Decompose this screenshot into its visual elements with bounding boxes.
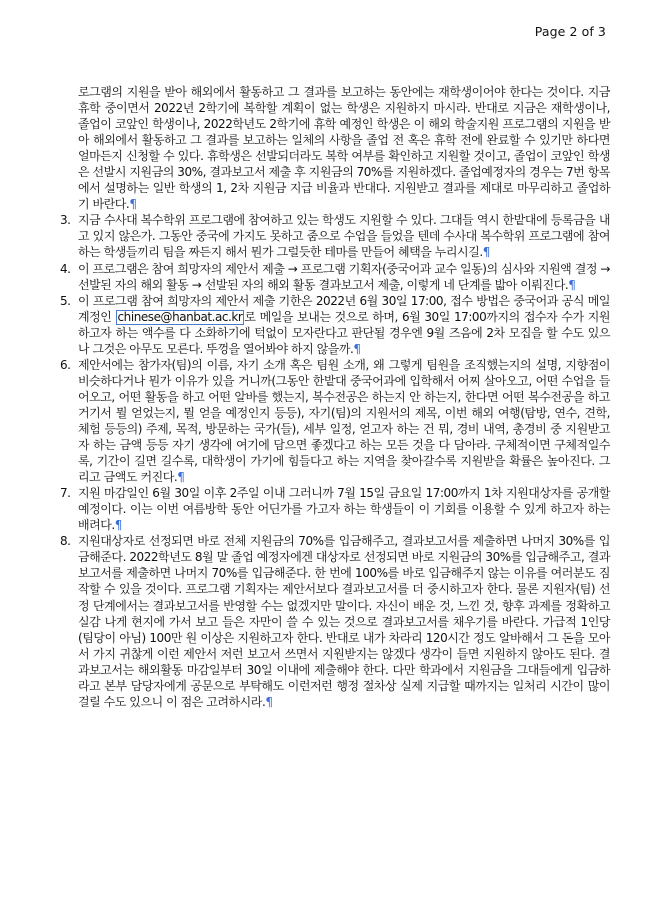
list-text: 지원대상자로 선정되면 바로 전체 지원금의 70%를 입금해주고, 결과보고서를 제출하면 나머지 30%를 입금해준다. 2022학년도 8월 말 졸업 예정자에겐 대상자로 선정되면 바로 지원금의 30%를 입금해주고, 결과보고서를 제출하면 나머지 70%를 입금해준다. 한 번에 100%를 바로 입금해주지 않는 이유를 여러분도 짐작할 수 있을 것이다. 프로그램 기획자는 제안서보다 결과보고서를 더 중시하고자 한다. 물론 지원자(팀) 선정 단계에서는 결과보고서를 반영할 수는 없겠지만 말이다. 자신이 배운 것, 느낀 것, 향후 과제를 정확하고 실감 나게 현지에 가서 보고 들은 자만이 쓸 수 있는 것으로 결과보고서를 채우기를 바란다. 가급적 1인당(팀당이 아님) 100만 원 이상은 지원하고자 한다. 반대로 내가 차라리 120시간 정도 알바해서 그 돈을 모아서 가지 귀찮게 이런 제안서 저런 보고서 쓰면서 지원받지는 않겠다 생각이 들면 지원하지 않아도 된다. 결과보고서는 해외활동 마감일부터 30일 이내에 제출해야 한다. 다만 학과에서 지원금을 그대들에게 입금하라고 본부 담당자에게 공문으로 부탁해도 이런저런 행정 절차상 실제 지급할 때까지는 일처리 시간이 많이 걸릴 수도 있으니 이 점은 고려하시라.¶ — [78, 534, 610, 709]
list-number: 7. — [60, 486, 71, 501]
list-item-5 — [60, 293, 610, 357]
list-number: 8. — [60, 534, 71, 549]
list-text: 이 프로그램은 참여 희망자의 제안서 제출 → 프로그램 기획자(중국어과 교수 일동)의 심사와 지원액 결정 → 선발된 자의 해외 활동 → 선발된 자의 해외 활동 결과보고서 제출, 이렇게 네 단계를 밟아 이뤄진다.¶ — [78, 261, 610, 292]
list-item-6 — [60, 357, 610, 485]
list-number: 6. — [60, 357, 71, 372]
list-number: 4. — [60, 261, 71, 276]
email-link[interactable]: chinese@hanbat.ac.kr — [117, 309, 243, 324]
list-number: 3. — [60, 213, 71, 228]
list-number: 5. — [60, 293, 71, 308]
pilcrow-mark: ¶ — [177, 470, 185, 485]
pilcrow-mark: ¶ — [353, 341, 361, 356]
pilcrow-mark: ¶ — [265, 694, 273, 709]
intro-text: 로그램의 지원을 받아 해외에서 활동하고 그 결과를 보고하는 동안에는 재학생이어야 한다는 것이다. 지금 휴학 중이면서 2022년 2학기에 복학할 계획이 없는 학생은 지원하지 마시라. 반대로 지금은 재학생이나, 졸업이 코앞인 학생이나, 2022학년도 2학기에 휴학 예정인 학생은 이 해외 학술지원 프로그램의 지원을 받아 해외에서 활동하고 그 결과를 보고하는 일체의 사항을 졸업 전 혹은 휴학 전에 완료할 수 있기만 하다면 얼마든지 신청할 수 있다. 휴학생은 선발되더라도 복학 여부를 확인하고 지원할 것이고, 졸업이 코앞인 학생은 선발시 지원금의 30%, 결과보고서 제출 후 지원금의 70%를 지원하겠다. 졸업예정자의 경우는 7번 항목에서 설명하는 일반 학생의 1, 2차 지원금 지급 비율과 반대다. 지원받고 결과를 제대로 마무리하고 졸업하기 바란다. — [78, 85, 610, 212]
pilcrow-mark: ¶ — [129, 197, 137, 212]
list-item-7 — [60, 485, 610, 533]
list-text: 제안서에는 참가자(팀)의 이름, 자기 소개 혹은 팀원 소개, 왜 그렇게 팀원을 조직했는지의 설명, 지향점이 비슷하다거나 뭔가 이유가 있을 거니까(그동안 한밭대 중국어과에 입학해서 어찌 살아오고, 어떤 수업을 들어오고, 어떤 활동을 하고 어떤 알바를 했는지, 복수전공은 하는지 안 하는지, 한다면 어떤 복수전공을 하고 거기서 뭘 얻었는지, 뭘 얻을 예정인지 등등), 자기(팀)의 지원서의 제목, 이번 해외 여행(탐방, 연수, 견학, 체험 등등의) 주제, 목적, 방문하는 국가(들), 세부 일정, 얻고자 하는 건 뭐, 경비 내역, 총경비 중 지원받고자 하는 금액 등등 자기 생각에 여기에 담으면 좋겠다고 하는 모든 것을 다 담아라. 구체적이면 구체적일수록, 기간이 길면 길수록, 대학생이 가기에 힘들다고 하는 지역을 찾아갈수록 지원받을 확률은 높아진다. 그리고 금액도 커진다.¶ — [78, 357, 610, 485]
pilcrow-mark: ¶ — [114, 518, 122, 533]
list-text: 지금 수사대 복수학위 프로그램에 참여하고 있는 학생도 지원할 수 있다. 그대들 역시 한밭대에 등록금을 내고 있지 않은가. 그동안 중국에 가지도 못하고 줌으로 수업을 들었을 텐데 수사대 복수학위 프로그램에 참여하는 학생들끼리 팀을 짜든지 해서 뭔가 그럴듯한 테마를 만들어 혜택을 누리시길.¶ — [78, 213, 610, 260]
pilcrow-mark: ¶ — [568, 277, 576, 292]
pilcrow-mark: ¶ — [482, 245, 490, 260]
list-item-4 — [60, 261, 610, 293]
list-text: 이 프로그램 참여 희망자의 제안서 제출 기한은 2022년 6월 30일 17:00, 접수 방법은 중국어과 공식 메일 계정인 chinese@hanbat.ac.kr 로 메일을 보내는 것으로 하며, 6월 30일 17:00까지의 접수자 수가 지원하고자 하는 액수를 다 소화하기에 턱없이 모자란다고 판단될 경우엔 9월 즈음에 2차 모집을 할 수도 있으나 그것은 아무도 모른다. 뚜껑을 열어봐야 하지 않을까.¶ — [78, 293, 610, 356]
intro-paragraph — [60, 84, 610, 212]
list-text: 지원 마감일인 6월 30일 이후 2주일 이내 그러니까 7월 15일 금요일 17:00까지 1차 지원대상자를 공개할 예정이다. 이는 이번 여름방학 동안 어딘가를 가고자 하는 학생들이 이 기회를 이용할 수 있게 하고자 하는 배려다.¶ — [78, 486, 610, 533]
list-item-3 — [60, 212, 610, 260]
document-body — [60, 84, 610, 710]
list-item-8 — [60, 533, 610, 710]
page-number: Page 2 of 3 — [534, 24, 606, 39]
